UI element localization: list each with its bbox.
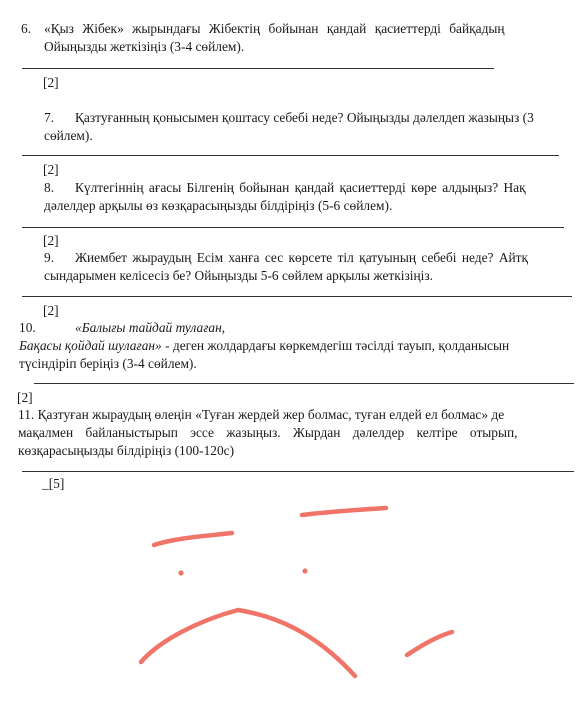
left-eyebrow-stroke (154, 533, 232, 545)
question-text: Жиембет жыраудың Есім ханға сес көрсете тіл қатуының себебі неде? Айтқ (75, 250, 529, 265)
mark-label: [2] (43, 75, 59, 90)
mouth-stroke (141, 610, 355, 676)
question-number: 6. (21, 21, 32, 36)
question-text: Қазтуғанның қонысымен қоштасу себебі неде? Ойыңызды дәлелдеп жазыңыз (3 (75, 110, 534, 125)
right-cheek-stroke (407, 632, 452, 655)
question-text-rest: - деген жолдардағы көркемдегіш тәсілді тауып, қолданысын (161, 338, 510, 353)
mark-label: [2] (43, 162, 59, 177)
right-eyebrow-stroke (302, 508, 386, 515)
question-text-cont: сөйлем). (44, 128, 93, 143)
right-eye-dot (302, 568, 307, 573)
question-text-cont: түсіндіріп беріңіз (3-4 сөйлем). (19, 356, 197, 371)
mark-label: [2] (17, 390, 33, 405)
left-eye-dot (178, 570, 183, 575)
question-text: «Қыз Жібек» жырындағы Жібектің бойынан қандай қасиеттерді байқадың (44, 21, 505, 36)
question-number: 10. (19, 320, 36, 335)
question-text-cont: сындарымен келісесіз бе? Ойыңызды 5-6 сөйлем арқылы жеткізіңіз. (44, 268, 434, 283)
question-text-line: Қазтуған жыраудың өлеңін «Туған жердей жер болмас, туған елдей ел болмас» де (37, 407, 505, 422)
question-text-cont: Ойыңызды жеткізіңіз (3-4 сөйлем). (44, 39, 245, 54)
mark-label: [2] (43, 233, 59, 248)
question-text-cont: дәлелдер арқылы өз көзқарасыңызды білдіріңіз (5-6 сөйлем). (44, 198, 393, 213)
question-text-cont: мақалмен байланыстырып эссе жазыңыз. Жырдан дәлелдер келтіре отырып, (18, 425, 518, 440)
mark-label: [2] (43, 303, 59, 318)
quote-line-2: Бақасы қойдай шулаған» (19, 338, 162, 353)
question-text: Күлтегіннің ағасы Білгенің бойынан қандай қасиеттерді көре алдыңыз? Нақ (75, 180, 526, 195)
question-number: 11. (18, 407, 35, 422)
mark-label: _[5] (42, 476, 65, 491)
question-text-cont-2: көзқарасыңызды білдіріңіз (100-120с) (18, 443, 235, 458)
question-number: 8. (44, 180, 55, 195)
question-number: 9. (44, 250, 55, 265)
quote-line-1: «Балығы тайдай тулаған, (75, 320, 226, 335)
question-number: 7. (44, 110, 55, 125)
